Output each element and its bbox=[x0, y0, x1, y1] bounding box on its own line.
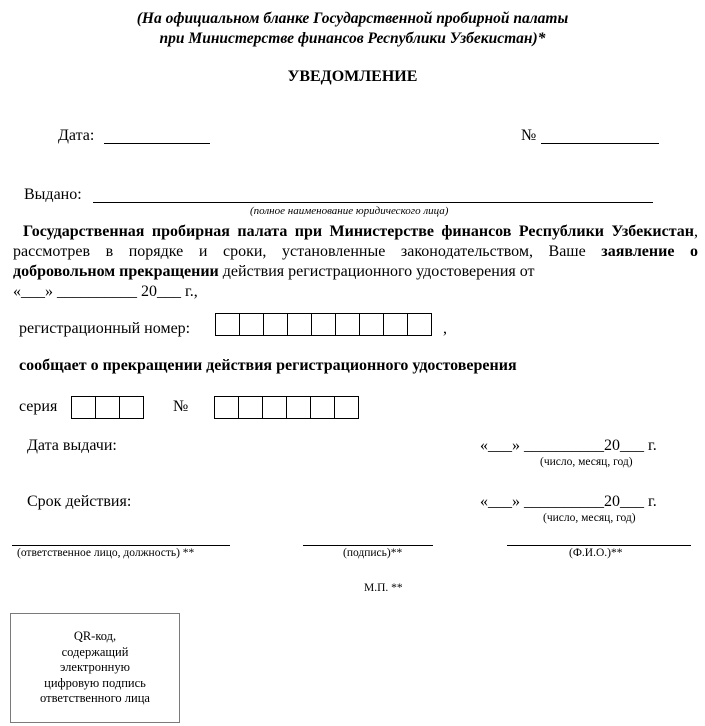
input-cell[interactable] bbox=[214, 396, 239, 419]
validity-value[interactable]: «___» __________20___ г. bbox=[480, 493, 657, 510]
notice-text: сообщает о прекращении действия регистрационного удостоверения bbox=[19, 357, 517, 374]
qr-line: QR-код, bbox=[73, 629, 117, 644]
input-cell[interactable] bbox=[359, 313, 384, 336]
body-text-2: действия регистрационного удостоверения от bbox=[218, 263, 535, 280]
header-line-1: (На официальном бланке Государственной пробирной палаты bbox=[136, 10, 569, 27]
validity-caption: (число, месяц, год) bbox=[543, 512, 636, 524]
body-application: заявление о добровольном прекращении bbox=[13, 243, 698, 280]
number-label: № bbox=[521, 127, 537, 144]
input-cell[interactable] bbox=[119, 396, 144, 419]
series-boxes[interactable] bbox=[71, 396, 144, 418]
issue-date-label: Дата выдачи: bbox=[27, 437, 117, 454]
issued-to-caption: (полное наименование юридического лица) bbox=[250, 205, 449, 217]
qr-line: электронную bbox=[60, 660, 130, 675]
input-cell[interactable] bbox=[215, 313, 240, 336]
qr-line: содержащий bbox=[61, 644, 129, 659]
signature-line[interactable] bbox=[303, 545, 433, 546]
input-cell[interactable] bbox=[71, 396, 96, 419]
issued-to-label: Выдано: bbox=[24, 186, 82, 203]
date-field[interactable] bbox=[104, 143, 210, 144]
issued-to-field[interactable] bbox=[93, 202, 653, 203]
body-paragraph bbox=[13, 222, 698, 282]
signature-caption: (подпись)** bbox=[343, 547, 403, 559]
qr-line: ответственного лица bbox=[40, 691, 150, 706]
reg-number-comma: , bbox=[443, 320, 447, 337]
input-cell[interactable] bbox=[287, 313, 312, 336]
body-org-name: Государственная пробирная палата при Министерстве финансов Республики Узбекистан bbox=[23, 223, 694, 240]
qr-line: цифровую подпись bbox=[44, 675, 146, 690]
reg-number-label: регистрационный номер: bbox=[19, 320, 191, 337]
body-text-1: , рассмотрев в порядке и сроки, установленные законодательством, Ваше bbox=[13, 223, 698, 260]
stamp-label: М.П. ** bbox=[364, 582, 403, 594]
document-title: УВЕДОМЛЕНИЕ bbox=[287, 68, 418, 85]
input-cell[interactable] bbox=[95, 396, 120, 419]
number-field[interactable] bbox=[541, 143, 659, 144]
input-cell[interactable] bbox=[239, 313, 264, 336]
qr-code-placeholder bbox=[10, 613, 180, 723]
issue-date-value[interactable]: «___» __________20___ г. bbox=[480, 437, 657, 454]
no-label: № bbox=[173, 398, 189, 415]
input-cell[interactable] bbox=[310, 396, 335, 419]
input-cell[interactable] bbox=[383, 313, 408, 336]
input-cell[interactable] bbox=[238, 396, 263, 419]
input-cell[interactable] bbox=[407, 313, 432, 336]
official-signature-line[interactable] bbox=[12, 545, 230, 546]
no-boxes[interactable] bbox=[214, 396, 359, 418]
input-cell[interactable] bbox=[263, 313, 288, 336]
body-date-line: «___» __________ 20___ г., bbox=[13, 283, 198, 300]
input-cell[interactable] bbox=[334, 396, 359, 419]
reg-number-boxes[interactable] bbox=[215, 313, 432, 335]
series-label: серия bbox=[19, 398, 58, 415]
fio-line[interactable] bbox=[507, 545, 691, 546]
issue-date-caption: (число, месяц, год) bbox=[540, 456, 633, 468]
fio-caption: (Ф.И.О.)** bbox=[569, 547, 623, 559]
input-cell[interactable] bbox=[262, 396, 287, 419]
date-label: Дата: bbox=[58, 127, 95, 144]
header-line-2: при Министерстве финансов Республики Узбекистан)* bbox=[159, 30, 546, 47]
input-cell[interactable] bbox=[286, 396, 311, 419]
validity-label: Срок действия: bbox=[27, 493, 132, 510]
input-cell[interactable] bbox=[311, 313, 336, 336]
input-cell[interactable] bbox=[335, 313, 360, 336]
official-caption: (ответственное лицо, должность) ** bbox=[17, 547, 195, 559]
